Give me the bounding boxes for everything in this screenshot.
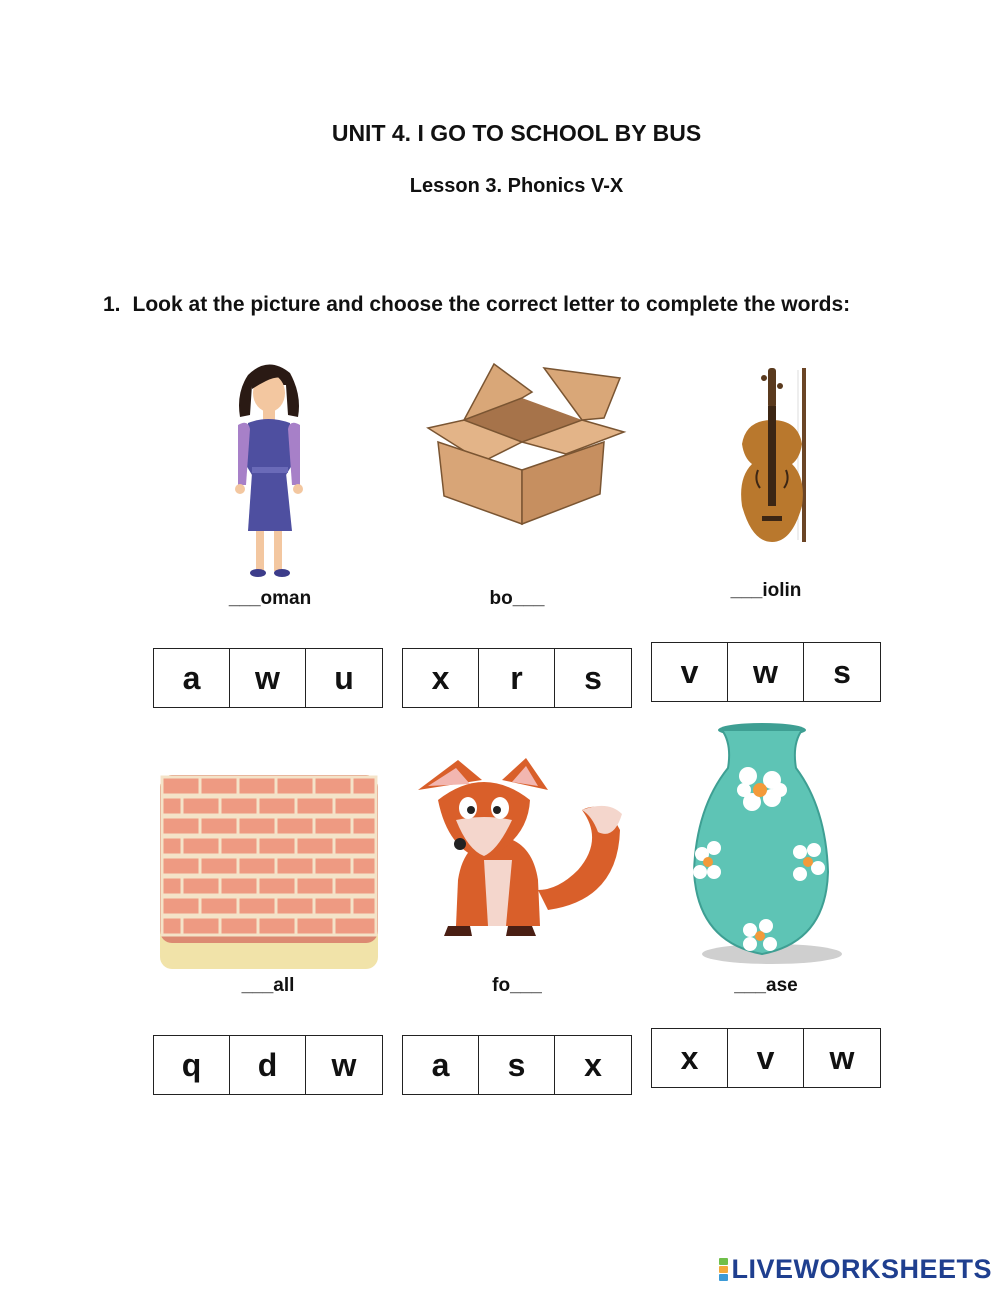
logo-text: LIVEWORKSHEETS: [731, 1254, 992, 1284]
choice-v[interactable]: v: [652, 643, 728, 701]
choices-woman: [153, 648, 383, 708]
choice-x[interactable]: x: [403, 649, 479, 707]
choice-s[interactable]: s: [555, 649, 631, 707]
choices-violin: [651, 642, 881, 702]
word-wall: ___all: [241, 975, 295, 996]
woman-picture: [228, 355, 310, 585]
choice-q[interactable]: q: [154, 1036, 230, 1094]
choices-fox: [402, 1035, 632, 1095]
choices-box: [402, 648, 632, 708]
choice-x[interactable]: x: [652, 1029, 728, 1087]
box-picture: [414, 358, 632, 528]
choice-w[interactable]: w: [230, 649, 306, 707]
instruction-number: 1.: [103, 293, 121, 316]
choice-w[interactable]: w: [306, 1036, 382, 1094]
word-woman: ___oman: [228, 588, 312, 609]
word-violin: ___iolin: [730, 580, 802, 601]
word-fox: fo___: [492, 975, 542, 996]
choice-a[interactable]: a: [403, 1036, 479, 1094]
choice-w[interactable]: w: [728, 643, 804, 701]
fox-picture: [408, 750, 630, 942]
word-box: bo___: [489, 588, 545, 609]
wall-picture: [160, 775, 378, 969]
word-vase: ___ase: [734, 975, 798, 996]
choice-u[interactable]: u: [306, 649, 382, 707]
choices-vase: [651, 1028, 881, 1088]
choice-r[interactable]: r: [479, 649, 555, 707]
choice-a[interactable]: a: [154, 649, 230, 707]
choice-d[interactable]: d: [230, 1036, 306, 1094]
choice-w[interactable]: w: [804, 1029, 880, 1087]
instruction-text: Look at the picture and choose the correct letter to complete the words:: [132, 293, 851, 316]
vase-picture: [688, 722, 846, 968]
liveworksheets-logo: [719, 1254, 992, 1285]
worksheet-title: UNIT 4. I GO TO SCHOOL BY BUS: [331, 120, 702, 146]
choice-v[interactable]: v: [728, 1029, 804, 1087]
instruction: [103, 293, 850, 317]
violin-picture: [718, 360, 818, 548]
choice-s[interactable]: s: [479, 1036, 555, 1094]
choice-x[interactable]: x: [555, 1036, 631, 1094]
choices-wall: [153, 1035, 383, 1095]
choice-s[interactable]: s: [804, 643, 880, 701]
logo-mark-icon: [719, 1258, 728, 1281]
lesson-subtitle: Lesson 3. Phonics V-X: [409, 175, 624, 197]
